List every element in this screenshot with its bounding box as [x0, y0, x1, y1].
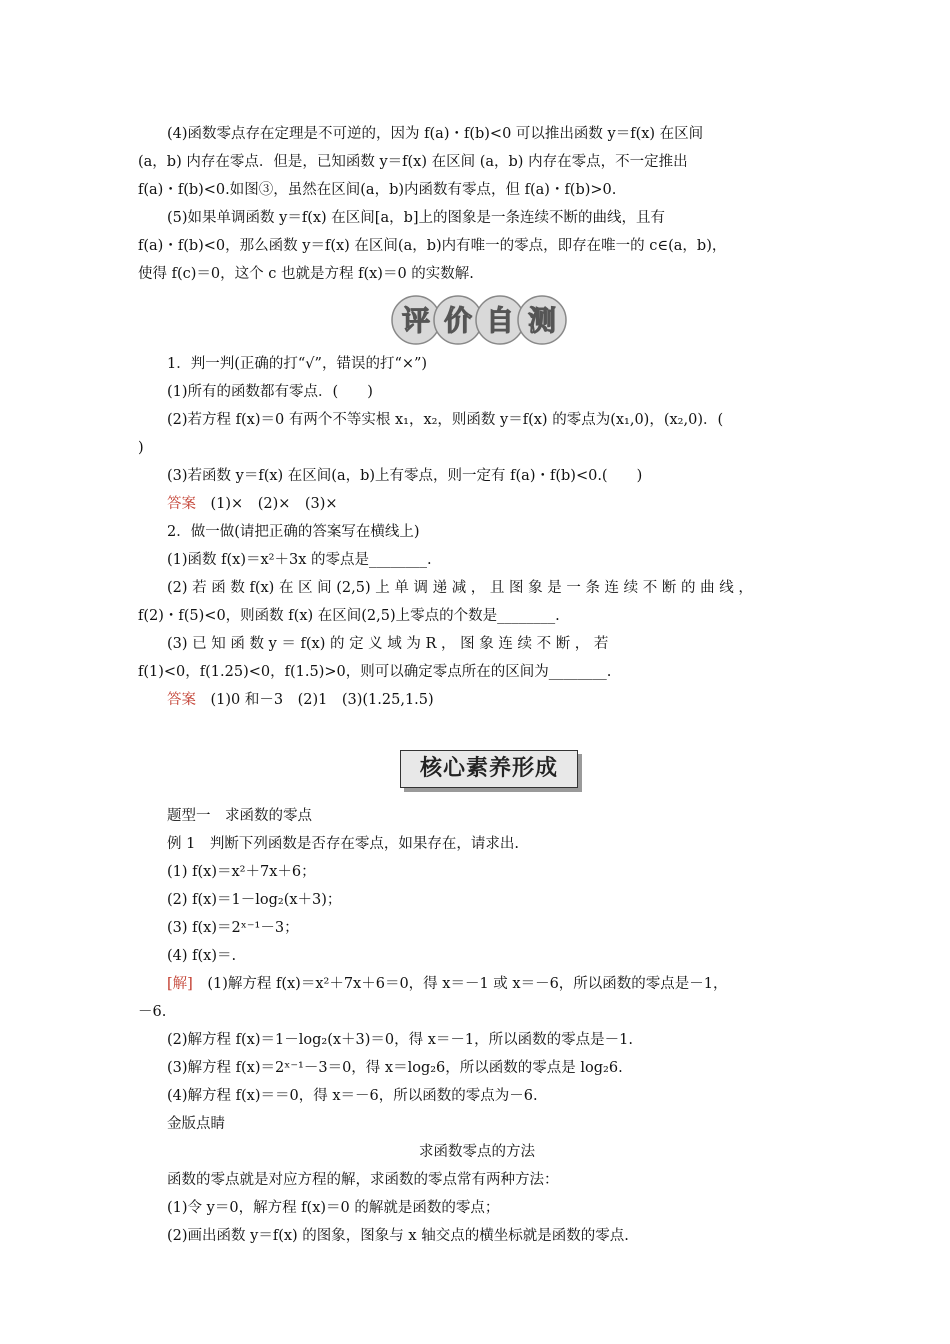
example-item-4: (4) f(x)＝. [167, 948, 237, 964]
example-item-3: (3) f(x)＝2ˣ⁻¹－3； [167, 920, 299, 936]
tip-title: 金版点睛 [167, 1116, 225, 1132]
solution-line-4: (4)解方程 f(x)＝＝0，得 x＝－6，所以函数的零点为－6. [167, 1088, 538, 1104]
core-literacy-banner-text: 核心素养形成 [400, 750, 578, 788]
document-page [138, 120, 816, 1250]
method-title: 求函数零点的方法 [419, 1144, 535, 1160]
q2-item-2-line-2: f(2)・f(5)<0，则函数 f(x) 在区间(2,5)上零点的个数是________. [138, 608, 560, 624]
q1-answer [138, 490, 816, 518]
q2-answer [138, 686, 816, 714]
q2-title: 2．做一做(请把正确的答案写在横线上) [167, 524, 420, 540]
q2-answer-label: 答案 [167, 692, 196, 708]
para-4-line-3: f(a)・f(b)<0.如图③，虽然在区间(a，b)内函数有零点，但 f(a)・f(b)>0. [138, 182, 617, 198]
banner-char-4: 测 [527, 304, 557, 337]
q2-item-3-line-2: f(1)<0，f(1.25)<0，f(1.5)>0，则可以确定零点所在的区间为________. [138, 664, 612, 680]
q2-item-2-line-1: (2) 若 函 数 f(x) 在 区 间 (2,5) 上 单 调 递 减 ， 且 图 象 是 一 条 连 续 不 断 的 曲 线 ， [167, 580, 753, 596]
para-4-line-2: (a，b) 内存在零点．但是，已知函数 y＝f(x) 在区间 (a，b) 内存在零点，不一定推出 [138, 154, 688, 170]
type-title: 题型一 求函数的零点 [167, 808, 312, 824]
para-5-line-1: (5)如果单调函数 y＝f(x) 在区间[a，b]上的图象是一条连续不断的曲线，且有 [167, 210, 666, 226]
q1-answer-text: (1)× (2)× (3)× [196, 496, 338, 512]
example-item-2: (2) f(x)＝1－log₂(x＋3)； [167, 892, 342, 908]
para-5-line-2: f(a)・f(b)<0，那么函数 y＝f(x) 在区间(a，b)内有唯一的零点，即存在唯一的 c∈(a，b)， [138, 238, 727, 254]
banner-char-1: 评 [401, 304, 431, 337]
solution-line-1b: －6. [138, 1004, 167, 1020]
q1-item-2-line-1: (2)若方程 f(x)＝0 有两个不等实根 x₁，x₂，则函数 y＝f(x) 的零点为(x₁,0)，(x₂,0)．( [167, 412, 724, 428]
core-literacy-banner [138, 744, 816, 802]
solution-line-2: (2)解方程 f(x)＝1－log₂(x＋3)＝0，得 x＝－1，所以函数的零点是－1. [167, 1032, 633, 1048]
para-5-line-3: 使得 f(c)＝0，这个 c 也就是方程 f(x)＝0 的实数解. [138, 266, 474, 282]
solution-line-1-text: (1)解方程 f(x)＝x²＋7x＋6＝0，得 x＝－1 或 x＝－6，所以函数的零点是－1， [192, 976, 728, 992]
q2-item-3-line-1: (3) 已 知 函 数 y ＝ f(x) 的 定 义 域 为 R ， 图 象 连 续 不 断 ， 若 [167, 636, 609, 652]
q2-answer-text: (1)0 和－3 (2)1 (3)(1.25,1.5) [196, 692, 434, 708]
self-evaluation-banner [138, 292, 816, 350]
banner-char-3: 自 [485, 304, 515, 337]
example-title: 例 1 判断下列函数是否存在零点，如果存在，请求出. [167, 836, 519, 852]
q1-item-2-line-2: ) [138, 440, 144, 456]
q1-title: 1．判一判(正确的打“√”，错误的打“×”) [167, 356, 428, 372]
method-2: (2)画出函数 y＝f(x) 的图象，图象与 x 轴交点的横坐标就是函数的零点. [167, 1228, 629, 1244]
solution-label: [解] [167, 976, 193, 992]
solution-line-1 [138, 970, 816, 998]
q2-item-1: (1)函数 f(x)＝x²＋3x 的零点是________. [167, 552, 432, 568]
method-1: (1)令 y＝0，解方程 f(x)＝0 的解就是函数的零点； [167, 1200, 500, 1216]
solution-line-3: (3)解方程 f(x)＝2ˣ⁻¹－3＝0，得 x＝log₂6，所以函数的零点是 log₂6. [167, 1060, 623, 1076]
example-item-1: (1) f(x)＝x²＋7x＋6； [167, 864, 316, 880]
q1-item-1: (1)所有的函数都有零点．( ) [167, 384, 373, 400]
para-4-line-1: (4)函数零点存在定理是不可逆的，因为 f(a)・f(b)<0 可以推出函数 y＝f(x) 在区间 [167, 126, 704, 142]
banner-char-2: 价 [443, 304, 473, 337]
q1-answer-label: 答案 [167, 496, 196, 512]
q1-item-3: (3)若函数 y＝f(x) 在区间(a，b)上有零点，则一定有 f(a)・f(b)<0.( ) [167, 468, 643, 484]
self-evaluation-banner-graphic [388, 292, 568, 348]
method-intro: 函数的零点就是对应方程的解，求函数的零点常有两种方法： [167, 1172, 559, 1188]
